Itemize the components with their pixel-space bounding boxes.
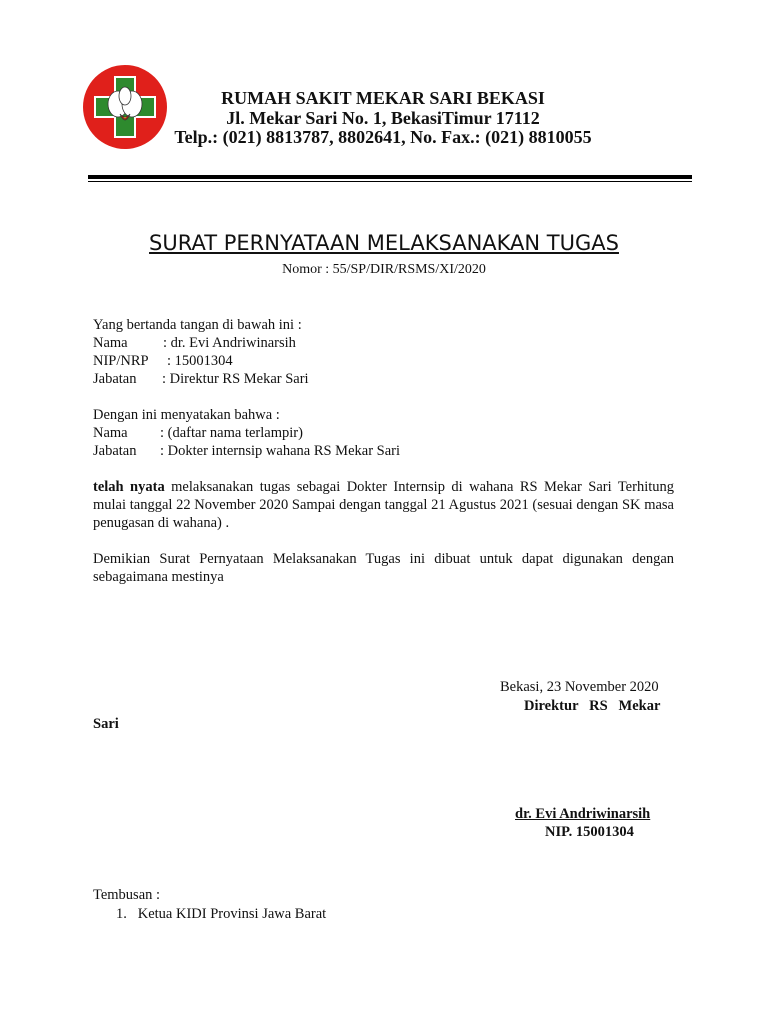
letterhead-rule-thin [88, 181, 692, 182]
subject-nama-value: : (daftar nama terlampir) [160, 425, 303, 441]
signer-nama-label: Nama [93, 335, 128, 351]
signer-jabatan-label: Jabatan [93, 371, 137, 387]
hospital-logo [82, 64, 168, 150]
signer-name: dr. Evi Andriwinarsih [515, 806, 651, 822]
signer-position-cont: Sari [93, 716, 119, 732]
subject-intro: Dengan ini menyatakan bahwa : [93, 407, 280, 423]
hospital-phone: Telp.: (021) 8813787, 8802641, No. Fax.: (021) 8810055 [174, 127, 592, 147]
tembusan-item: 1. Ketua KIDI Provinsi Jawa Barat [116, 906, 327, 922]
statement-paragraph [93, 478, 674, 532]
signer-nip: NIP. 15001304 [545, 824, 634, 840]
signer-nip-value: : 15001304 [167, 353, 233, 369]
signer-jabatan-value: : Direktur RS Mekar Sari [162, 371, 309, 387]
hospital-address: Jl. Mekar Sari No. 1, BekasiTimur 17112 [226, 108, 540, 128]
signer-position: Direktur RS Mekar [524, 698, 661, 714]
subject-nama-label: Nama [93, 425, 128, 441]
statement-bold-lead: telah nyata [93, 479, 165, 495]
tembusan-label: Tembusan : [93, 887, 161, 903]
letter-title: SURAT PERNYATAAN MELAKSANAKAN TUGAS [149, 231, 619, 255]
signer-nip-label: NIP/NRP [93, 353, 149, 369]
hospital-name: RUMAH SAKIT MEKAR SARI BEKASI [221, 88, 545, 108]
place-date: Bekasi, 23 November 2020 [500, 679, 659, 695]
subject-jabatan-value: : Dokter internsip wahana RS Mekar Sari [160, 443, 401, 459]
letter-number: Nomor : 55/SP/DIR/RSMS/XI/2020 [282, 262, 486, 277]
subject-jabatan-label: Jabatan [93, 443, 137, 459]
signer-intro: Yang bertanda tangan di bawah ini : [93, 317, 302, 333]
statement-text: melaksanakan tugas sebagai Dokter Internsip di wahana RS Mekar Sari Terhitung mulai tanggal 22 November 2020 Sampai dengan tanggal 21 Agustus 2021 (sesuai dengan SK masa penugasan di wahana) . [93, 479, 675, 531]
closing-paragraph: Demikian Surat Pernyataan Melaksanakan Tugas ini dibuat untuk dapat digunakan dengan sebagaimana mestinya [93, 551, 674, 585]
signer-nama-value: : dr. Evi Andriwinarsih [163, 335, 296, 351]
letterhead-rule [88, 175, 692, 179]
